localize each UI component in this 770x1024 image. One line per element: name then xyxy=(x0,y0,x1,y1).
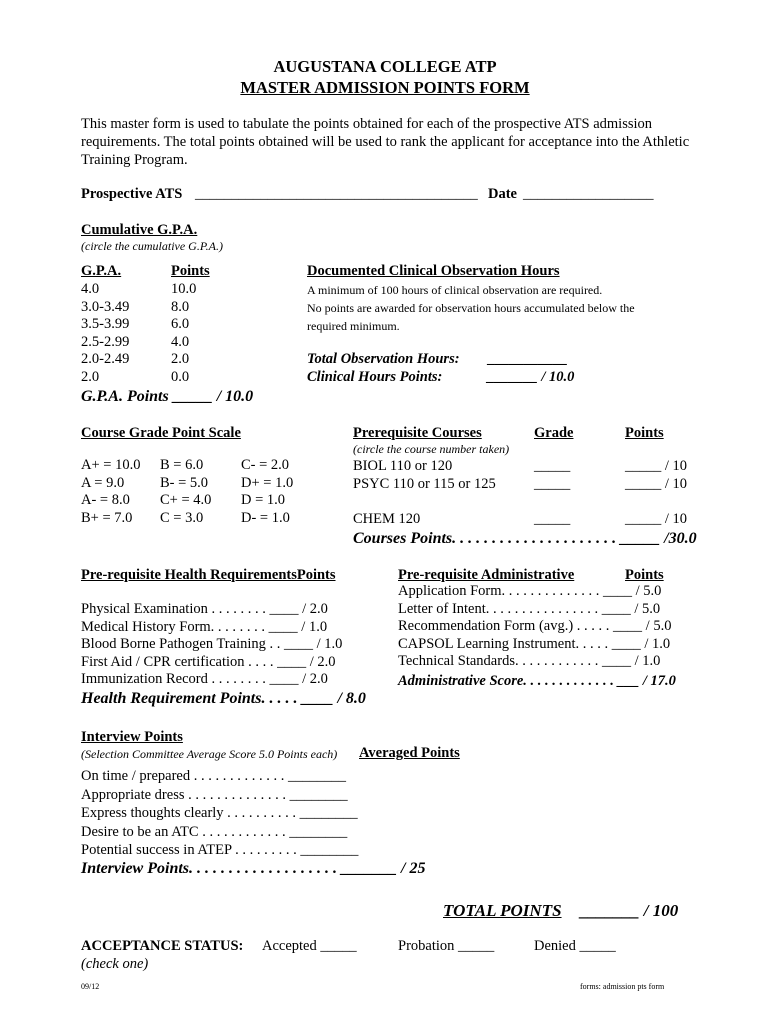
clinical-hours-points-field[interactable]: _______ / 10.0 xyxy=(487,369,575,385)
grade-scale-entry: C+ = 4.0 xyxy=(160,492,212,509)
grade-scale-entry: A- = 8.0 xyxy=(81,492,130,509)
gpa-points-value: 0.0 xyxy=(171,368,190,385)
gpa-column-header: G.P.A. xyxy=(81,263,122,279)
prospective-ats-field[interactable]: _______________________________________ xyxy=(195,186,478,202)
gpa-value[interactable]: 3.0-3.49 xyxy=(81,298,130,315)
course-points-field[interactable]: _____ / 10 xyxy=(625,458,688,474)
observation-note: A minimum of 100 hours of clinical observation are required. xyxy=(307,283,603,297)
gpa-points-value: 10.0 xyxy=(171,281,197,297)
prereq-grade-column-header: Grade xyxy=(534,425,574,441)
interview-row[interactable]: Potential success in ATEP . . . . . . . . . ________ xyxy=(81,842,359,859)
grade-scale-entry: B- = 5.0 xyxy=(160,474,209,491)
intro-paragraph: This master form is used to tabulate the points obtained for each of the prospective ATS admission requirements. The total points obtained will be used to rank the applicant for acceptance into the Athletic Training Program. xyxy=(81,116,690,168)
course-grade-field[interactable]: _____ xyxy=(534,476,571,492)
total-points-label: TOTAL POINTS xyxy=(443,901,562,920)
form-title-line1: AUGUSTANA COLLEGE ATP xyxy=(273,57,497,76)
gpa-value[interactable]: 4.0 xyxy=(81,281,100,297)
gpa-heading: Cumulative G.P.A. xyxy=(81,222,198,238)
averaged-points-column-header: Averaged Points xyxy=(359,745,460,761)
grade-scale-entry: A+ = 10.0 xyxy=(81,457,141,473)
health-requirements-heading: Pre-requisite Health RequirementsPoints xyxy=(81,567,336,583)
gpa-points-value: 2.0 xyxy=(171,351,190,368)
clinical-hours-points-label: Clinical Hours Points: xyxy=(307,369,443,385)
acceptance-status-label: ACCEPTANCE STATUS: xyxy=(81,938,244,954)
health-requirement-row[interactable]: First Aid / CPR certification . . . . ____ / 2.0 xyxy=(81,653,336,670)
gpa-value[interactable]: 3.5-3.99 xyxy=(81,316,130,333)
grade-scale-entry: C = 3.0 xyxy=(160,509,204,526)
gpa-points-value: 4.0 xyxy=(171,333,190,350)
course-biol[interactable]: BIOL 110 or 120 xyxy=(353,458,453,474)
grade-scale-entry: D- = 1.0 xyxy=(241,509,290,526)
interview-row[interactable]: Appropriate dress . . . . . . . . . . . . . . ________ xyxy=(81,786,348,803)
course-psyc[interactable]: PSYC 110 or 115 or 125 xyxy=(353,476,496,492)
administrative-list xyxy=(398,583,671,671)
grade-scale-column-1 xyxy=(81,457,140,527)
interview-points-total[interactable]: Interview Points. . . . . . . . . . . . . . . . . . . _______ / 25 xyxy=(81,860,426,877)
observation-note: required minimum. xyxy=(307,319,400,333)
gpa-points-column-header: Points xyxy=(171,263,210,279)
date-label: Date xyxy=(488,186,517,202)
gpa-points-value: 8.0 xyxy=(171,298,190,315)
gpa-value[interactable]: 2.0 xyxy=(81,368,100,385)
prospective-ats-label: Prospective ATS xyxy=(81,186,183,202)
grade-scale-column-2 xyxy=(160,457,211,527)
gpa-values-list xyxy=(81,281,129,387)
total-observation-hours-label: Total Observation Hours: xyxy=(307,351,460,367)
course-chem[interactable]: CHEM 120 xyxy=(353,511,421,527)
gpa-value[interactable]: 2.5-2.99 xyxy=(81,333,130,350)
acceptance-instruction: (check one) xyxy=(81,956,149,972)
health-requirements-list xyxy=(81,601,342,689)
observation-notes xyxy=(307,281,635,335)
footer-date: 09/12 xyxy=(81,982,100,991)
course-grade-field[interactable]: _____ xyxy=(534,511,571,527)
administrative-score-total[interactable]: Administrative Score. . . . . . . . . . . . . ___ / 17.0 xyxy=(398,673,676,689)
denied-option[interactable]: Denied _____ xyxy=(534,938,616,954)
health-requirement-row[interactable]: Physical Examination . . . . . . . . ____ / 2.0 xyxy=(81,601,328,617)
prereq-courses-instruction: (circle the course number taken) xyxy=(353,442,510,456)
total-observation-hours-field[interactable]: ___________ xyxy=(487,351,567,367)
health-requirement-row[interactable]: Blood Borne Pathogen Training . . ____ / 1.0 xyxy=(81,636,343,653)
total-points-field[interactable]: _______ / 100 xyxy=(580,901,679,920)
grade-scale-heading: Course Grade Point Scale xyxy=(81,425,241,441)
health-requirement-points-total[interactable]: Health Requirement Points. . . . . ____ / 8.0 xyxy=(81,690,366,707)
interview-heading: Interview Points xyxy=(81,729,183,745)
gpa-points-list xyxy=(171,281,196,387)
interview-row[interactable]: Desire to be an ATC . . . . . . . . . . . . ________ xyxy=(81,823,348,840)
footer-form-id: forms: admission pts form xyxy=(580,982,665,991)
interview-instruction: (Selection Committee Average Score 5.0 Points each) xyxy=(81,747,338,761)
grade-scale-entry: D = 1.0 xyxy=(241,492,286,509)
administrative-points-column-header: Points xyxy=(625,567,664,583)
administrative-row[interactable]: Letter of Intent. . . . . . . . . . . . . . . . ____ / 5.0 xyxy=(398,600,661,617)
administrative-row[interactable]: CAPSOL Learning Instrument. . . . . ____ / 1.0 xyxy=(398,635,671,652)
administrative-row[interactable]: Recommendation Form (avg.) . . . . . ____ / 5.0 xyxy=(398,618,672,635)
grade-scale-column-3 xyxy=(241,457,293,527)
administrative-row[interactable]: Technical Standards. . . . . . . . . . . . ____ / 1.0 xyxy=(398,653,661,670)
health-requirement-row[interactable]: Medical History Form. . . . . . . . ____ / 1.0 xyxy=(81,618,328,635)
gpa-instruction: (circle the cumulative G.P.A.) xyxy=(81,239,223,253)
date-field[interactable]: __________________ xyxy=(523,186,654,202)
course-grade-field[interactable]: _____ xyxy=(534,458,571,474)
courses-points-total[interactable]: Courses Points. . . . . . . . . . . . . . . . . . . . . _____ /30.0 xyxy=(353,530,697,547)
interview-row[interactable]: On time / prepared . . . . . . . . . . . . . ________ xyxy=(81,768,346,784)
grade-scale-entry: A = 9.0 xyxy=(81,474,125,491)
grade-scale-entry: B+ = 7.0 xyxy=(81,509,133,526)
gpa-points-total[interactable]: G.P.A. Points _____ / 10.0 xyxy=(81,388,254,405)
grade-scale-entry: C- = 2.0 xyxy=(241,457,290,473)
gpa-value[interactable]: 2.0-2.49 xyxy=(81,351,130,368)
observation-note: No points are awarded for observation hours accumulated below the xyxy=(307,301,635,315)
administrative-heading: Pre-requisite Administrative xyxy=(398,567,575,583)
health-requirement-row[interactable]: Immunization Record . . . . . . . . ____ / 2.0 xyxy=(81,671,328,688)
prereq-points-column-header: Points xyxy=(625,425,664,441)
administrative-row[interactable]: Application Form. . . . . . . . . . . . . . ____ / 5.0 xyxy=(398,583,662,599)
probation-option[interactable]: Probation _____ xyxy=(398,938,495,954)
interview-list xyxy=(81,767,358,860)
grade-scale-entry: B = 6.0 xyxy=(160,457,204,473)
interview-row[interactable]: Express thoughts clearly . . . . . . . . . . ________ xyxy=(81,805,358,822)
prereq-courses-heading: Prerequisite Courses xyxy=(353,425,482,441)
observation-heading: Documented Clinical Observation Hours xyxy=(307,263,560,279)
gpa-points-value: 6.0 xyxy=(171,316,190,333)
course-points-field[interactable]: _____ / 10 xyxy=(625,476,688,492)
accepted-option[interactable]: Accepted _____ xyxy=(262,938,357,954)
course-points-field[interactable]: _____ / 10 xyxy=(625,511,688,527)
grade-scale-entry: D+ = 1.0 xyxy=(241,474,294,491)
form-title-line2: MASTER ADMISSION POINTS FORM xyxy=(240,78,530,97)
